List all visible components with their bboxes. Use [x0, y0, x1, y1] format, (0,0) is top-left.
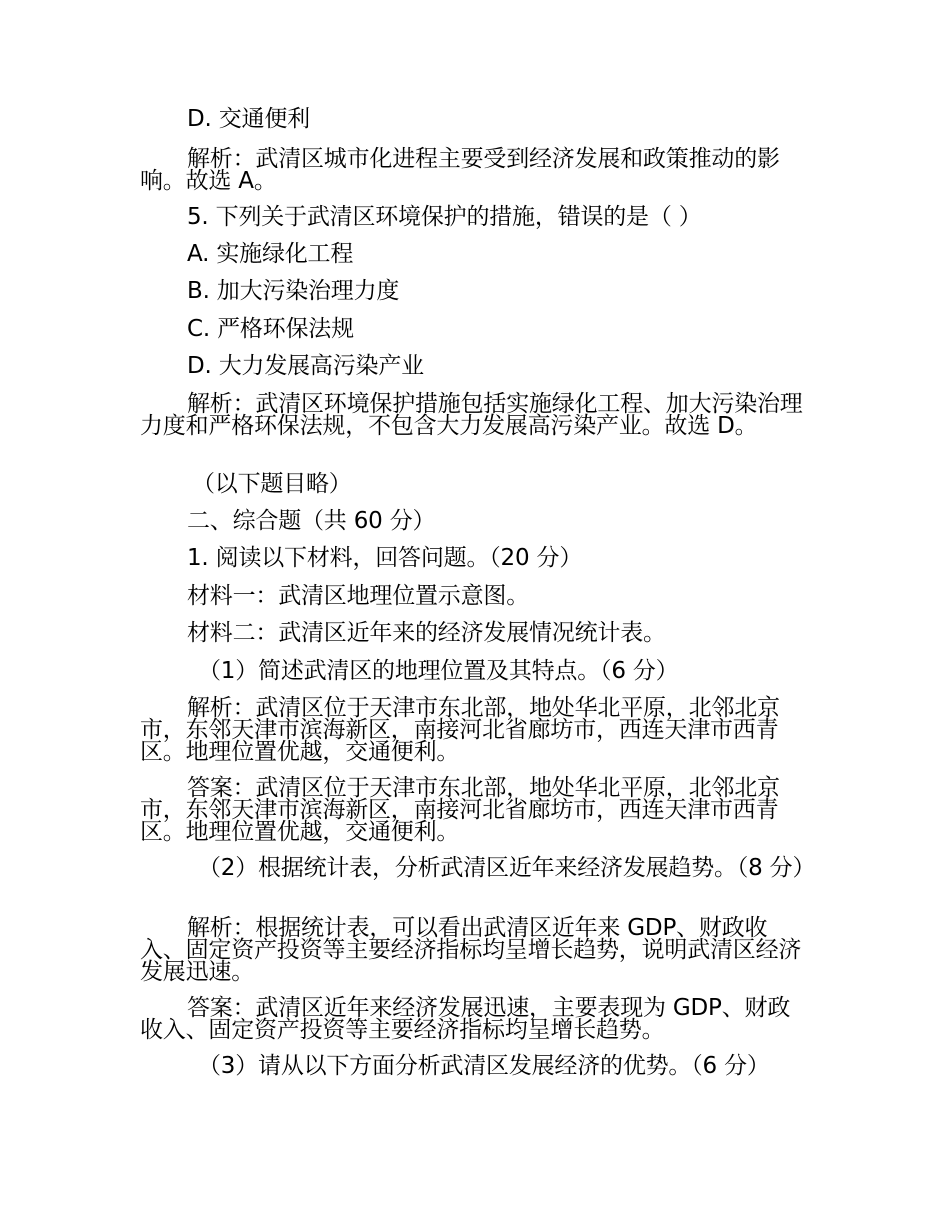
material-1: 材料一：武清区地理位置示意图。: [187, 583, 530, 609]
option-a: A. 实施绿化工程: [187, 241, 354, 267]
option-d: D. 大力发展高污染产业: [187, 353, 424, 379]
analysis-sub-1: 解析：武清区位于天津市东北部，地处华北平原，北邻北京市，东邻天津市滨海新区，南接河北省廊坊市，西连天津市西青区。地理位置优越，交通便利。: [140, 695, 780, 765]
question-1: 1. 阅读以下材料，回答问题。（20 分）: [187, 545, 583, 571]
analysis-q5: 解析：武清区环境保护措施包括实施绿化工程、加大污染治理力度和严格环保法规，不包含大力发展高污染产业。故选 D。: [140, 391, 803, 439]
sub-question-1: （1）简述武清区的地理位置及其特点。（6 分）: [198, 658, 679, 684]
section-heading: 二、综合题（共 60 分）: [187, 508, 436, 534]
answer-sub-2: 答案：武清区近年来经济发展迅速，主要表现为 GDP、财政收入、固定资产投资等主要经济指标均呈增长趋势。: [140, 995, 791, 1043]
question-5: 5. 下列关于武清区环境保护的措施，错误的是（ ）: [187, 204, 702, 230]
answer-sub-1: 答案：武清区位于天津市东北部，地处华北平原，北邻北京市，东邻天津市滨海新区，南接河北省廊坊市，西连天津市西青区。地理位置优越，交通便利。: [140, 775, 780, 845]
omitted-note: （以下题目略）: [192, 471, 352, 497]
material-2: 材料二：武清区近年来的经济发展情况统计表。: [187, 620, 666, 646]
option-c: C. 严格环保法规: [187, 316, 354, 342]
option-d-transport: D. 交通便利: [187, 106, 310, 132]
sub-question-2: （2）根据统计表，分析武清区近年来经济发展趋势。（8 分）: [198, 855, 816, 881]
analysis-q4: 解析：武清区城市化进程主要受到经济发展和政策推动的影响。故选 A。: [140, 146, 780, 194]
analysis-sub-2: 解析：根据统计表，可以看出武清区近年来 GDP、财政收入、固定资产投资等主要经济指标均呈增长趋势，说明武清区经济发展迅速。: [140, 915, 802, 985]
sub-question-3: （3）请从以下方面分析武清区发展经济的优势。（6 分）: [198, 1053, 770, 1079]
option-b: B. 加大污染治理力度: [187, 278, 400, 304]
